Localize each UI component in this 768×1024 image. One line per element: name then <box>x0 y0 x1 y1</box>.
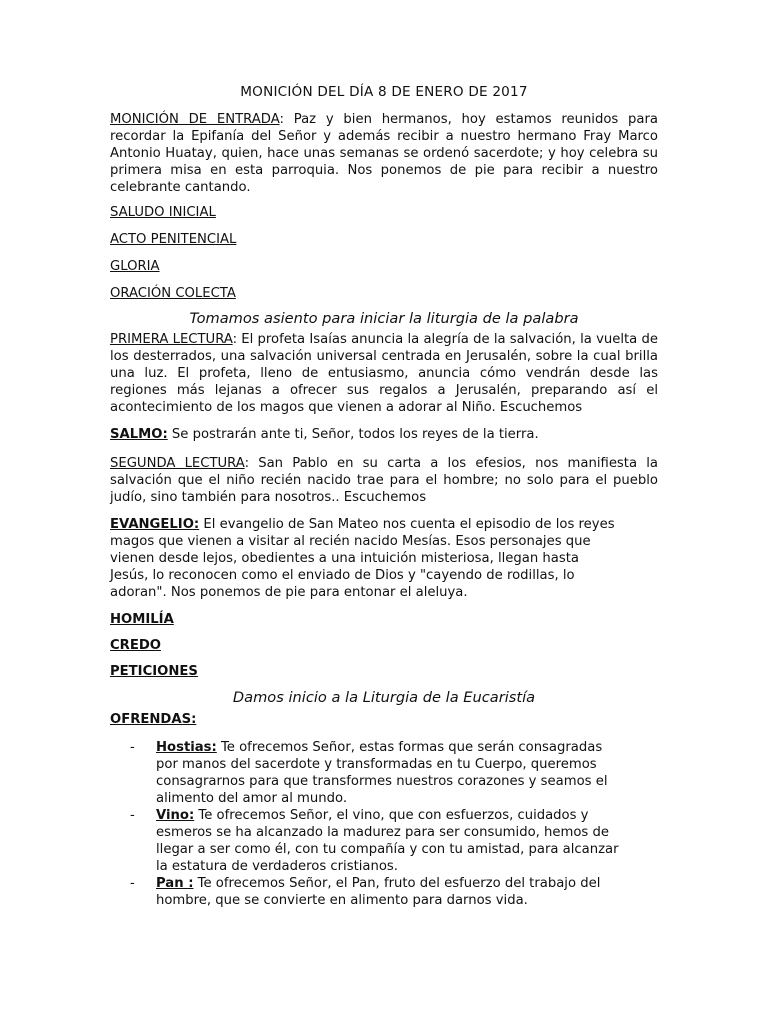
segunda-lectura-text: : San Pablo en su carta a los efesios, nos manifiesta la salvación que el niño recién nacido trae para el hombre; no solo para el pueblo judío, sino también para nosotros.. Escuchemos <box>110 456 658 505</box>
ofrenda-line: por manos del sacerdote y transformadas en tu Cuerpo, queremos <box>156 757 597 772</box>
salmo-text: Se postrarán ante ti, Señor, todos los reyes de la tierra. <box>167 427 539 442</box>
ofrenda-text: Te ofrecemos Señor, el Pan, fruto del esfuerzo del trabajo del <box>193 876 601 891</box>
document-page <box>110 84 658 909</box>
heading-credo: CREDO <box>110 638 161 653</box>
salmo <box>110 426 658 443</box>
ofrenda-text: Te ofrecemos Señor, estas formas que serán consagradas <box>216 740 603 755</box>
heading-ofrendas: OFRENDAS: <box>110 712 197 727</box>
evangelio-line-3: vienen desde lejos, obedientes a una intuición misteriosa, llegan hasta <box>110 551 579 566</box>
ofrenda-label-pan: Pan : <box>156 876 194 891</box>
salmo-label: SALMO: <box>110 427 168 442</box>
ofrenda-line <box>156 807 658 824</box>
segunda-lectura-label: SEGUNDA LECTURA <box>110 456 245 471</box>
ofrenda-line: la estatura de verdaderos cristianos. <box>156 859 398 874</box>
ofrenda-line: consagrarnos para que transformes nuestros corazones y seamos el <box>156 774 608 789</box>
heading-homilia: HOMILÍA <box>110 612 174 627</box>
ofrenda-item-vino <box>110 807 658 875</box>
dash-bullet: - <box>130 808 135 823</box>
ofrenda-line <box>156 739 658 756</box>
evangelio-label: EVANGELIO: <box>110 517 200 532</box>
primera-lectura <box>110 331 658 416</box>
heading-gloria: GLORIA <box>110 259 160 274</box>
ofrenda-line: alimento del amor al mundo. <box>156 791 348 806</box>
dash-bullet: - <box>130 740 135 755</box>
primera-lectura-label: PRIMERA LECTURA <box>110 332 233 347</box>
evangelio-line-2: magos que vienen a visitar al recién nacido Mesías. Esos personajes que <box>110 534 591 549</box>
ofrenda-line: hombre, que se convierte en alimento para darnos vida. <box>156 893 528 908</box>
section-liturgia-palabra: Tomamos asiento para iniciar la liturgia de la palabra <box>189 310 579 327</box>
ofrendas-list <box>110 739 658 909</box>
ofrenda-item-pan <box>110 875 658 909</box>
ofrenda-item-hostias <box>110 739 658 807</box>
ofrenda-label-vino: Vino: <box>156 808 195 823</box>
document-title: MONICIÓN DEL DÍA 8 DE ENERO DE 2017 <box>240 84 528 100</box>
section-liturgia-eucaristia: Damos inicio a la Liturgia de la Eucaristía <box>232 689 536 706</box>
monicion-entrada-text: : Paz y bien hermanos, hoy estamos reunidos para recordar la Epifanía del Señor y además recibir a nuestro hermano Fray Marco Antonio Huatay, quien, hace unas semanas se ordenó sacerdote; y hoy celebra su primera misa en esta parroquia. Nos ponemos de pie para recibir a nuestro celebrante cantando. <box>110 112 658 195</box>
ofrenda-text: Te ofrecemos Señor, el vino, que con esfuerzos, cuidados y <box>194 808 589 823</box>
evangelio <box>110 516 658 601</box>
evangelio-line-4: Jesús, lo reconocen como el enviado de Dios y "cayendo de rodillas, lo <box>110 568 575 583</box>
heading-acto-penitencial: ACTO PENITENCIAL <box>110 232 237 247</box>
ofrenda-label-hostias: Hostias: <box>156 740 217 755</box>
evangelio-line-5: adoran". Nos ponemos de pie para entonar el aleluya. <box>110 585 468 600</box>
heading-peticiones: PETICIONES <box>110 664 198 679</box>
evangelio-text-1: El evangelio de San Mateo nos cuenta el episodio de los reyes <box>199 517 615 532</box>
monicion-entrada-label: MONICIÓN DE ENTRADA <box>110 112 280 127</box>
ofrenda-line: esmeros se ha alcanzado la madurez para ser consumido, hemos de <box>156 825 609 840</box>
ofrenda-line <box>156 875 658 892</box>
dash-bullet: - <box>130 876 135 891</box>
heading-saludo-inicial: SALUDO INICIAL <box>110 205 216 220</box>
heading-oracion-colecta: ORACIÓN COLECTA <box>110 286 236 301</box>
segunda-lectura <box>110 455 658 506</box>
primera-lectura-text: : El profeta Isaías anuncia la alegría de la salvación, la vuelta de los desterrados, una salvación universal centrada en Jerusalén, sobre la cual brilla una luz. El profeta, lleno de entusiasmo, anuncia cómo vendrán desde las regiones más lejanas a ofrecer sus regalos a Jerusalén, preparando así el acontecimiento de los magos que vienen a adorar al Niño. Escuchemos <box>110 332 658 415</box>
evangelio-line-1 <box>110 516 658 533</box>
ofrenda-line: llegar a ser como él, con tu compañía y con tu amistad, para alcanzar <box>156 842 619 857</box>
monicion-entrada <box>110 111 658 196</box>
